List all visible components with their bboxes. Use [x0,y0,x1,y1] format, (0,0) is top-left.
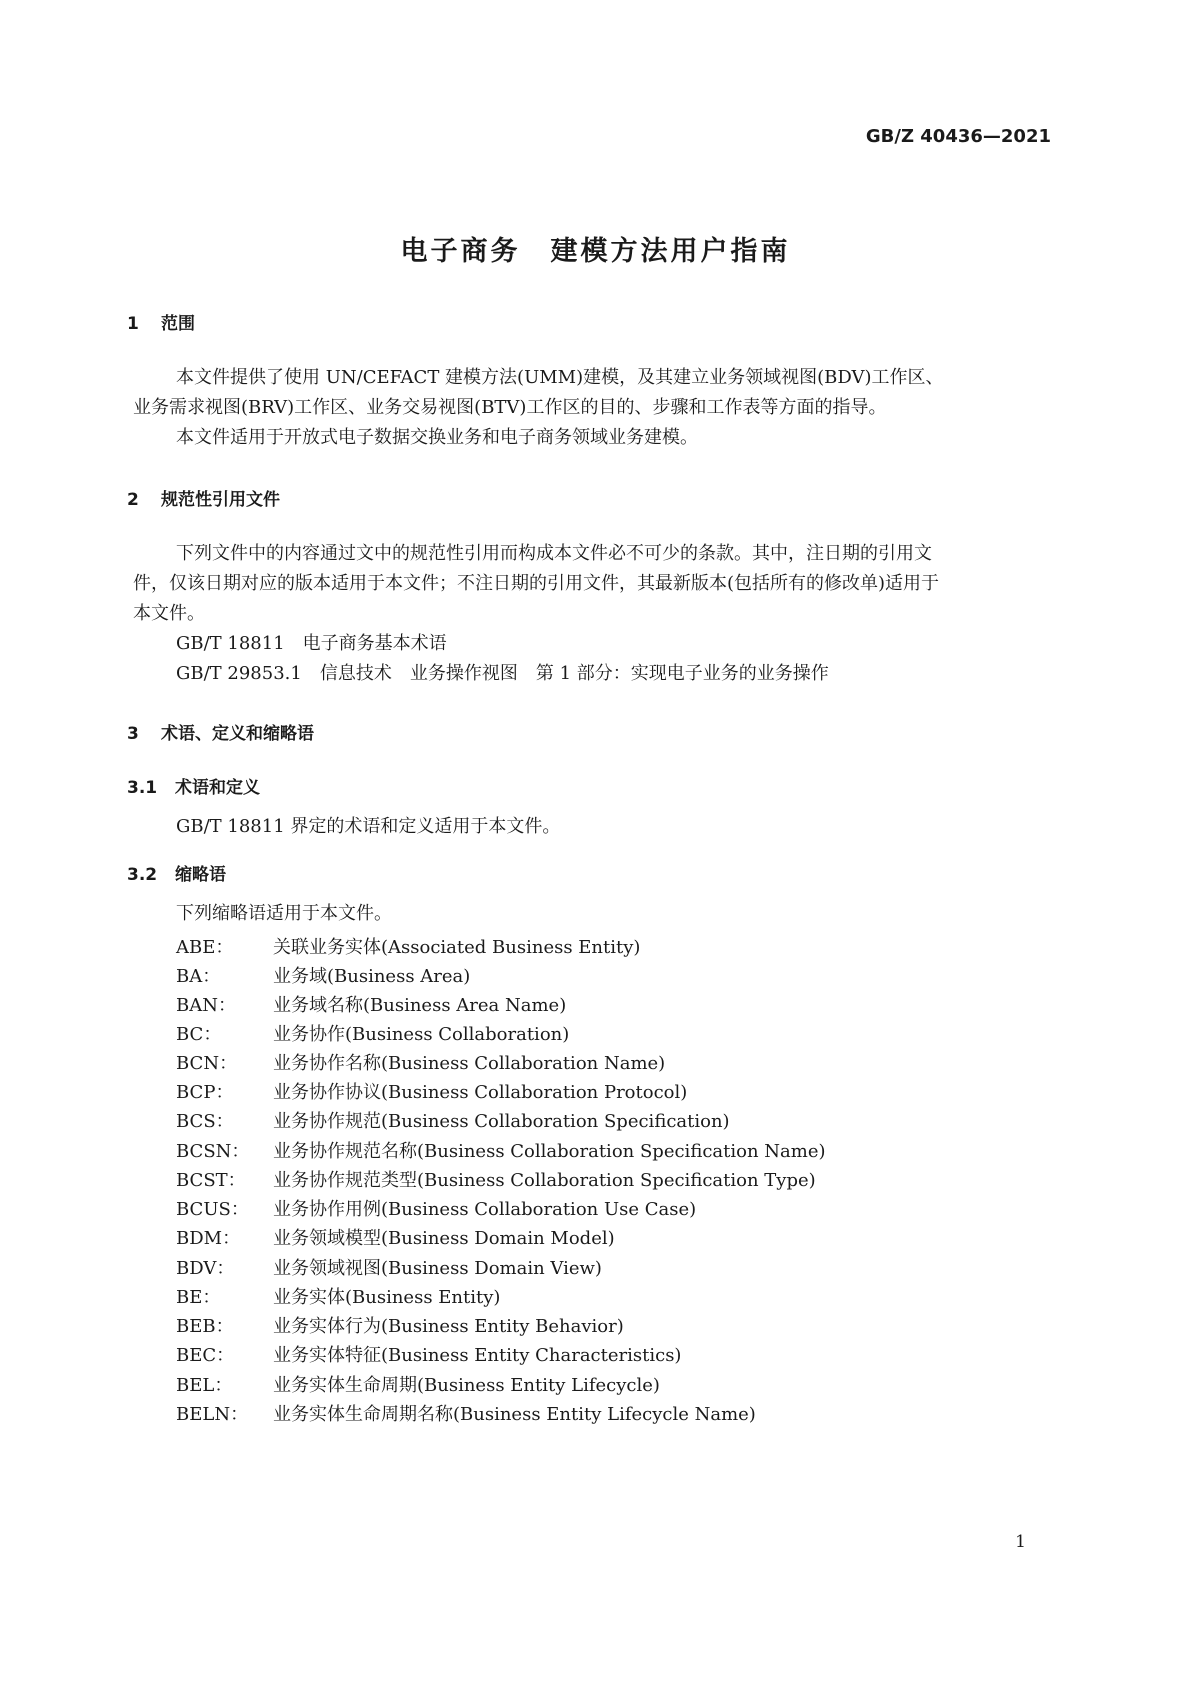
abbreviation-item [176,1137,826,1163]
reference-name: 信息技术 业务操作视图 第 1 部分：实现电子业务的业务操作 [319,663,829,684]
abbreviation-value: 业务实体(Business Entity) [273,1287,501,1308]
s3-1-para: GB/T 18811 界定的术语和定义适用于本文件。 [176,816,561,837]
abbreviation-key: BDM： [176,1228,241,1249]
s2-para-line2: 件，仅该日期对应的版本适用于本文件；不注日期的引用文件，其最新版本(包括所有的修改单)适用于 [133,573,940,594]
abbreviation-value: 业务实体行为(Business Entity Behavior) [273,1316,624,1337]
abbreviation-value: 业务实体生命周期(Business Entity Lifecycle) [273,1375,660,1396]
section-3-2-heading [127,860,226,885]
reference-code: GB/T 29853.1 [176,663,302,684]
abbreviation-item [176,933,640,959]
section-title: 术语、定义和缩略语 [161,724,314,744]
abbreviation-item [176,962,470,988]
abbreviation-key: BE： [176,1287,221,1308]
abbreviation-value: 业务协作用例(Business Collaboration Use Case) [273,1199,697,1220]
section-3-1-heading [127,773,260,798]
abbreviation-item [176,1312,624,1338]
abbreviation-key: BDV： [176,1258,235,1279]
abbreviation-value: 业务实体特征(Business Entity Characteristics) [273,1345,682,1366]
abbreviation-value: 业务协作(Business Collaboration) [273,1024,570,1045]
abbreviation-key: BA： [176,966,221,987]
abbreviation-value: 业务领域视图(Business Domain View) [273,1258,602,1279]
abbreviation-item [176,1283,500,1309]
section-title: 缩略语 [175,865,226,885]
section-2-heading [127,485,280,510]
page-number: 1 [1015,1532,1026,1552]
standard-code: GB/Z 40436—2021 [865,126,1051,147]
abbreviation-item [176,1371,660,1397]
section-title: 规范性引用文件 [161,490,280,510]
abbreviation-value: 业务实体生命周期名称(Business Entity Lifecycle Name) [273,1404,756,1425]
abbreviation-item [176,1020,569,1046]
abbreviation-key: BCST： [176,1170,246,1191]
section-title: 范围 [161,314,195,334]
abbreviation-item [176,1166,816,1192]
abbreviation-key: BEC： [176,1345,235,1366]
reference-name: 电子商务基本术语 [302,633,447,654]
abbreviation-item [176,1400,756,1426]
abbreviation-key: BC： [176,1024,222,1045]
abbreviation-item [176,1254,602,1280]
abbreviation-key: BELN： [176,1404,249,1425]
abbreviation-item [176,1341,681,1367]
s1-para2: 本文件适用于开放式电子数据交换业务和电子商务领域业务建模。 [176,427,698,448]
section-number: 3 [127,724,139,744]
abbreviation-item [176,1049,665,1075]
abbreviation-item [176,991,566,1017]
abbreviation-key: BEL： [176,1375,233,1396]
abbreviation-key: ABE： [176,937,234,958]
section-3-heading [127,719,314,744]
abbreviation-value: 业务协作规范类型(Business Collaboration Specification Type) [273,1170,816,1191]
abbreviation-key: BCP： [176,1082,234,1103]
section-number: 3.1 [127,778,158,798]
normative-reference [176,628,447,660]
abbreviation-key: BCN： [176,1053,238,1074]
abbreviation-value: 业务协作名称(Business Collaboration Name) [273,1053,666,1074]
section-number: 2 [127,490,139,510]
normative-reference [176,658,829,690]
abbreviation-item [176,1107,730,1133]
abbreviation-item [176,1078,687,1104]
abbreviation-key: BAN： [176,995,236,1016]
s2-para-line1: 下列文件中的内容通过文中的规范性引用而构成本文件必不可少的条款。其中，注日期的引用文 [176,543,932,564]
s1-para1-line2: 业务需求视图(BRV)工作区、业务交易视图(BTV)工作区的目的、步骤和工作表等方面的指导。 [133,397,887,418]
section-title: 术语和定义 [175,778,260,798]
abbreviation-value: 业务协作规范名称(Business Collaboration Specification Name) [273,1141,826,1162]
abbreviation-key: BEB： [176,1316,234,1337]
section-1-heading [127,309,195,334]
abbreviation-value: 业务域名称(Business Area Name) [273,995,567,1016]
s1-para1-line1: 本文件提供了使用 UN/CEFACT 建模方法(UMM)建模，及其建立业务领域视图(BDV)工作区、 [176,367,944,388]
s3-2-intro: 下列缩略语适用于本文件。 [176,903,392,924]
reference-code: GB/T 18811 [176,633,285,654]
abbreviation-value: 关联业务实体(Associated Business Entity) [273,937,641,958]
abbreviation-value: 业务协作协议(Business Collaboration Protocol) [273,1082,688,1103]
abbreviation-key: BCS： [176,1111,234,1132]
abbreviation-item [176,1224,615,1250]
section-number: 3.2 [127,865,158,885]
abbreviation-key: BCSN： [176,1141,250,1162]
document-title: 电子商务 建模方法用户指南 [400,236,791,267]
abbreviation-key: BCUS： [176,1199,249,1220]
abbreviation-value: 业务协作规范(Business Collaboration Specification) [273,1111,730,1132]
abbreviation-item [176,1195,696,1221]
s2-para-line3: 本文件。 [133,603,205,624]
abbreviation-value: 业务域(Business Area) [273,966,471,987]
abbreviation-value: 业务领域模型(Business Domain Model) [273,1228,615,1249]
section-number: 1 [127,314,139,334]
